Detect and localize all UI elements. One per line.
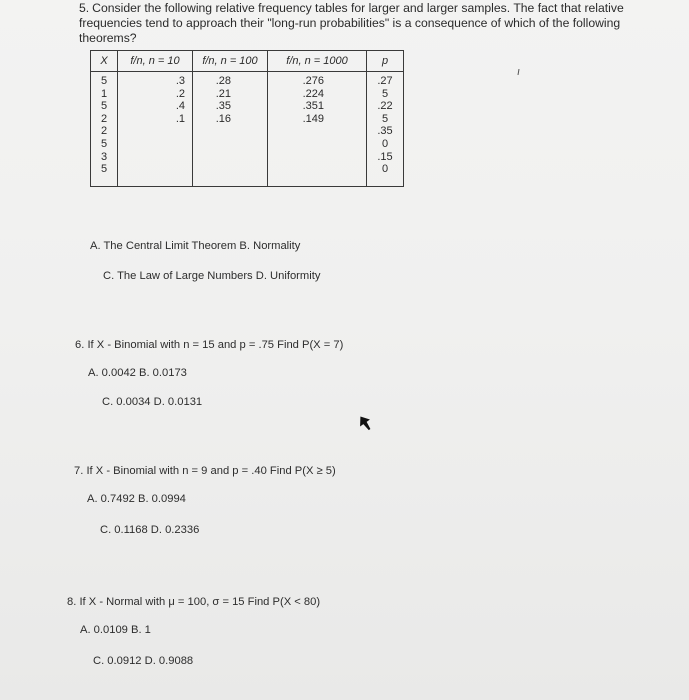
x-value: 3 — [100, 150, 108, 163]
question-7-text: If X - Binomial with n = 9 and p = .40 Find P(X ≥ 5) — [86, 465, 336, 477]
question-7-options-cd[interactable]: C. 0.1168 D. 0.2336 — [100, 524, 200, 536]
p-value: .15 — [377, 150, 393, 163]
n1000-value: .149 — [302, 112, 324, 125]
question-5-options-cd[interactable]: C. The Law of Large Numbers D. Uniformity — [103, 270, 321, 282]
p-value: 0 — [381, 163, 389, 176]
question-6-text: If X - Binomial with n = 15 and p = .75 Find P(X = 7) — [87, 339, 344, 351]
column-x — [91, 72, 118, 187]
n1000-value: .351 — [302, 100, 324, 113]
question-8-number: 8. — [67, 596, 77, 608]
column-n1000 — [268, 72, 367, 187]
n100-value: .16 — [215, 112, 231, 125]
p-value: .35 — [377, 125, 393, 138]
header-x: X — [91, 51, 118, 72]
question-8-text: If X - Normal with μ = 100, σ = 15 Find P(X < 80) — [79, 596, 321, 608]
p-value: 5 — [381, 112, 389, 125]
question-6-options-ab[interactable]: A. 0.0042 B. 0.0173 — [88, 367, 187, 379]
header-n1000: f/n, n = 1000 — [268, 51, 367, 72]
n10-value: .1 — [175, 112, 185, 125]
question-6-number: 6. — [75, 339, 85, 351]
relative-frequency-table — [90, 50, 404, 187]
n10-value: .4 — [175, 100, 185, 113]
question-8-options-cd[interactable]: C. 0.0912 D. 0.9088 — [93, 655, 194, 667]
question-7-options-ab[interactable]: A. 0.7492 B. 0.0994 — [87, 493, 186, 505]
n10-value: .2 — [175, 87, 185, 100]
question-8-options-ab[interactable]: A. 0.0109 B. 1 — [80, 624, 151, 636]
question-5-stem — [79, 1, 659, 46]
n10-value: .3 — [175, 75, 185, 87]
column-p — [367, 72, 404, 187]
question-7-stem — [74, 465, 336, 477]
x-value: 5 — [100, 163, 108, 176]
header-n10: f/n, n = 10 — [118, 51, 193, 72]
question-5-options-ab[interactable]: A. The Central Limit Theorem B. Normality — [90, 240, 301, 252]
p-value: 0 — [381, 137, 389, 150]
x-value: 2 — [100, 125, 108, 138]
n1000-value: .276 — [302, 75, 324, 87]
x-value: 5 — [100, 100, 108, 113]
n1000-value: .224 — [302, 87, 324, 100]
question-5-number: 5. — [79, 1, 90, 15]
p-value: 5 — [381, 87, 389, 100]
stray-mark-icon — [517, 69, 520, 75]
x-value: 5 — [100, 75, 108, 87]
mouse-pointer-icon — [358, 414, 372, 432]
n100-value: .35 — [215, 100, 231, 113]
question-7-number: 7. — [74, 465, 84, 477]
question-5-text: Consider the following relative frequency tables for larger and larger samples. The fact that relative frequencies tend to approach their "long-run probabilities" is a consequence of which of the following theorems? — [79, 1, 624, 45]
n100-value: .21 — [215, 87, 231, 100]
p-value: .27 — [377, 75, 393, 87]
column-n10 — [118, 72, 193, 187]
column-n100 — [193, 72, 268, 187]
x-value: 5 — [100, 137, 108, 150]
header-n100: f/n, n = 100 — [193, 51, 268, 72]
x-value: 1 — [100, 87, 108, 100]
question-6-stem — [75, 339, 343, 351]
n100-value: .28 — [215, 75, 231, 87]
p-value: .22 — [377, 100, 393, 113]
header-p: p — [367, 51, 404, 72]
x-value: 2 — [100, 112, 108, 125]
question-6-options-cd[interactable]: C. 0.0034 D. 0.0131 — [102, 396, 203, 408]
question-8-stem — [67, 596, 320, 608]
